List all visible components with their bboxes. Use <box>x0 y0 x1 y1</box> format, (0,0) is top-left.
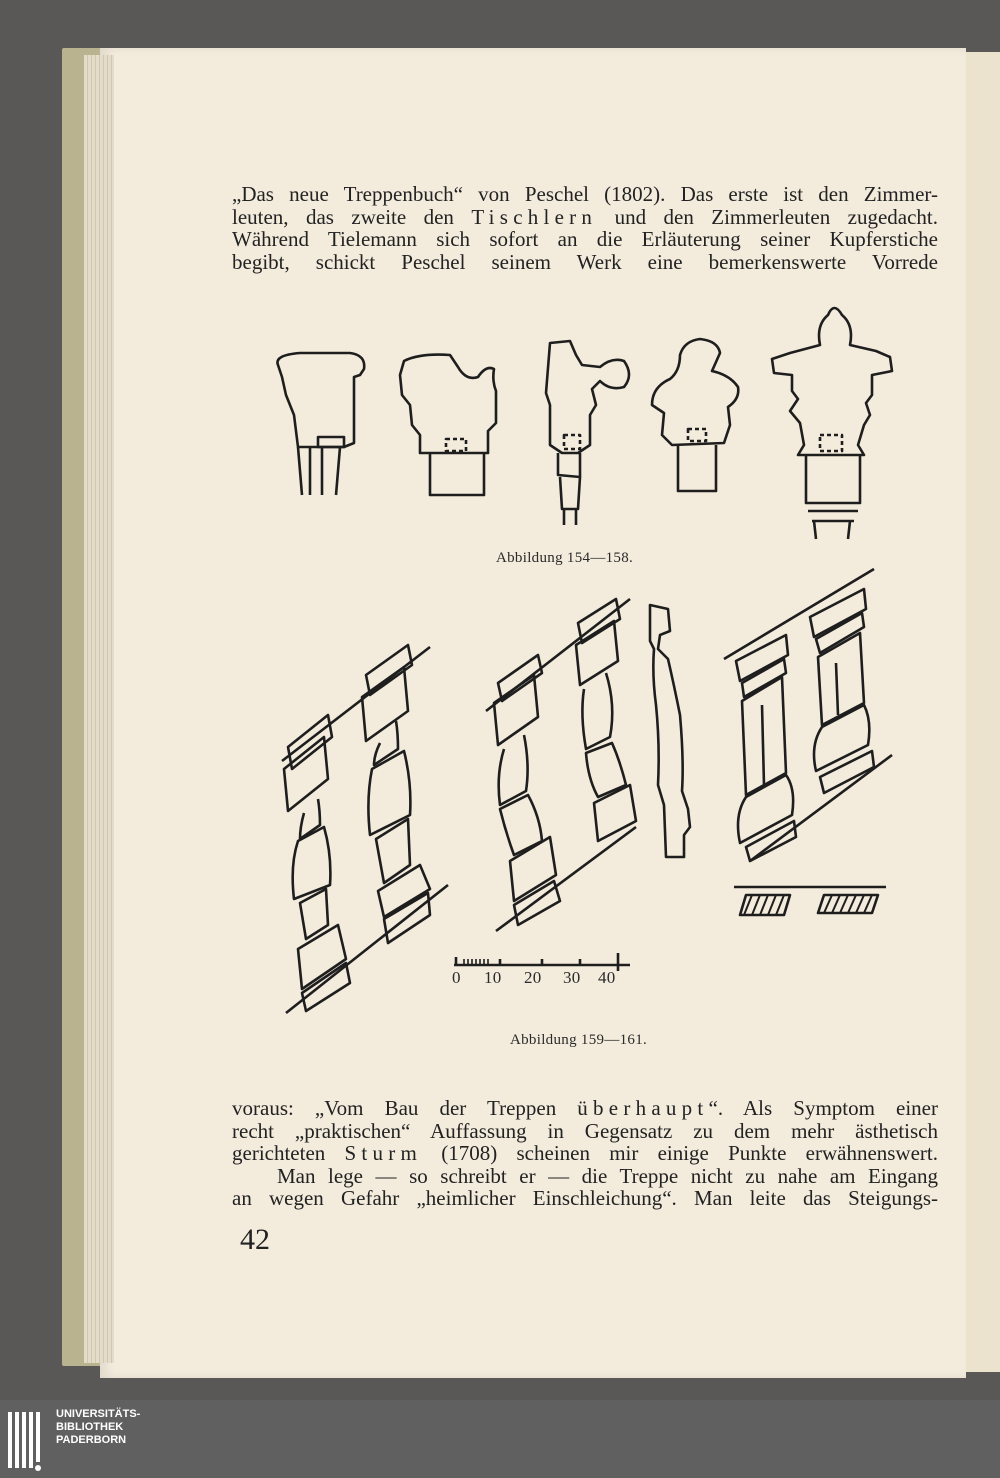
handrail-profile-161 <box>650 605 690 857</box>
figure-balustrades <box>280 565 910 1025</box>
logo-line: PADERBORN <box>56 1434 127 1446</box>
library-logo-icon <box>8 1406 46 1474</box>
text-run: gerichteten <box>232 1141 345 1165</box>
spaced-word: Tischlern <box>471 204 598 229</box>
baluster-profile-157 <box>652 339 738 491</box>
spaced-word: Sturm <box>344 1141 423 1165</box>
logo-line: UNIVERSITÄTS- <box>56 1408 141 1420</box>
footer-bar <box>0 1400 1000 1478</box>
page-number: 42 <box>240 1223 270 1256</box>
text-line: „Das neue Treppenbuch“ von Peschel (1802). Das erste ist den Zimmer- <box>232 182 938 206</box>
figure-caption: Abbildung 159—161. <box>510 1032 648 1048</box>
text-run: leuten, das zweite den <box>232 204 472 229</box>
balustrade-160 <box>486 599 636 931</box>
text-line: Man lege — so schreibt er — die Treppe nicht zu nahe am Eingang <box>277 1163 938 1188</box>
scale-label: 0 <box>452 968 461 987</box>
scale-label: 40 <box>598 968 616 987</box>
text-line <box>232 1142 938 1165</box>
facing-page-edge <box>966 52 1000 1372</box>
text-run: und den Zimmerleuten zugedacht. <box>597 204 938 229</box>
spaced-word: überhaupt <box>577 1096 709 1120</box>
baluster-profile-154 <box>277 353 364 495</box>
text-line <box>232 206 938 229</box>
page-edges <box>84 55 114 1363</box>
figure-baluster-profiles <box>260 295 910 545</box>
text-run: voraus: „Vom Bau der Treppen <box>232 1096 578 1120</box>
text-line: Während Tielemann sich sofort an die Erläuterung seiner Kupferstiche <box>232 227 938 251</box>
logo-line: BIBLIOTHEK <box>56 1421 124 1433</box>
library-logo-text <box>56 1408 140 1447</box>
text-run: (1708) scheinen mir einige Punkte erwähnenswert. <box>422 1141 938 1165</box>
text-line <box>232 1097 938 1120</box>
figure-caption: Abbildung 154—158. <box>496 550 634 566</box>
balustrade-posts <box>724 569 892 915</box>
scale-label: 30 <box>563 968 581 987</box>
top-paragraph <box>232 183 938 273</box>
text-run: “. Als Symptom einer <box>708 1096 938 1120</box>
text-line: begibt, schickt Peschel seinem Werk eine bemerkenswerte Vorrede <box>232 249 938 274</box>
baluster-profile-155 <box>400 355 496 495</box>
scale-label: 20 <box>524 968 542 987</box>
balustrade-159 <box>282 645 448 1013</box>
scale-label: 10 <box>484 968 502 987</box>
baluster-profile-156 <box>546 341 629 525</box>
bottom-paragraph <box>232 1097 938 1210</box>
text-line: recht „praktischen“ Auffassung in Gegensatz zu dem mehr ästhetisch <box>232 1118 938 1143</box>
baluster-profile-158 <box>772 308 892 539</box>
text-line: an wegen Gefahr „heimlicher Einschleichung“. Man leite das Steigungs- <box>232 1186 938 1210</box>
